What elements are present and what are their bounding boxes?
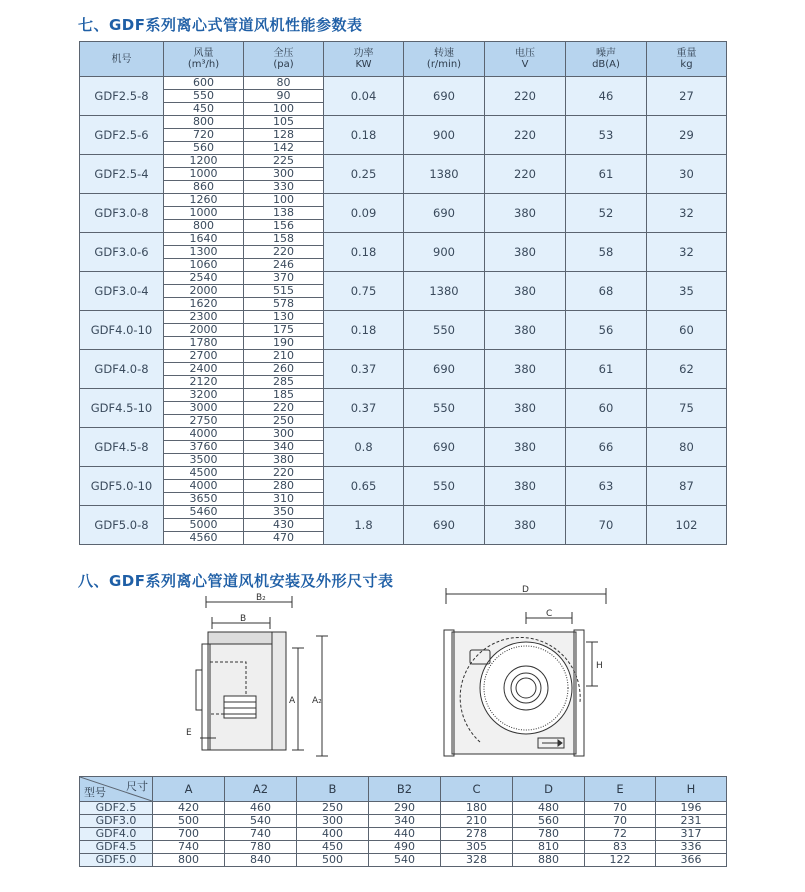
perf-row: [80, 506, 727, 519]
pressure-cell: 300: [244, 168, 324, 181]
dim-value-cell: 460: [225, 802, 297, 815]
perf-header-unit: KW: [355, 59, 372, 70]
dim-value-cell: 700: [153, 828, 225, 841]
voltage-cell: 380: [485, 194, 566, 233]
pressure-cell: 220: [244, 246, 324, 259]
noise-cell: 58: [566, 233, 647, 272]
dim-row: [80, 828, 727, 841]
dim-model-cell: GDF5.0: [80, 854, 153, 867]
pressure-cell: 220: [244, 402, 324, 415]
flow-cell: 2300: [164, 311, 244, 324]
speed-cell: 550: [404, 467, 485, 506]
dim-value-cell: 317: [656, 828, 727, 841]
dim-header-cell: E: [585, 777, 656, 802]
flow-cell: 4500: [164, 467, 244, 480]
pressure-cell: 142: [244, 142, 324, 155]
pressure-cell: 246: [244, 259, 324, 272]
perf-header-label: 噪声: [596, 48, 616, 59]
dim-model-cell: GDF3.0: [80, 815, 153, 828]
perf-row: [80, 77, 727, 90]
power-cell: 0.09: [324, 194, 404, 233]
noise-cell: 68: [566, 272, 647, 311]
dim-value-cell: 328: [441, 854, 513, 867]
perf-row: [80, 194, 727, 207]
pressure-cell: 340: [244, 441, 324, 454]
perf-header-cell: [164, 42, 244, 77]
dim-value-cell: 780: [513, 828, 585, 841]
speed-cell: 900: [404, 116, 485, 155]
pressure-cell: 80: [244, 77, 324, 90]
dim-value-cell: 340: [369, 815, 441, 828]
dim-row: [80, 815, 727, 828]
dim-value-cell: 231: [656, 815, 727, 828]
speed-cell: 550: [404, 311, 485, 350]
perf-row: [80, 428, 727, 441]
perf-header-unit: (r/min): [426, 59, 462, 70]
pressure-cell: 370: [244, 272, 324, 285]
dim-value-cell: 210: [441, 815, 513, 828]
dim-value-cell: 70: [585, 815, 656, 828]
voltage-cell: 380: [485, 467, 566, 506]
performance-body: [80, 77, 727, 545]
weight-cell: 32: [647, 233, 727, 272]
dim-value-cell: 490: [369, 841, 441, 854]
pressure-cell: 130: [244, 311, 324, 324]
voltage-cell: 380: [485, 389, 566, 428]
performance-header-row: [80, 42, 727, 77]
perf-header-label: 机号: [111, 53, 132, 65]
corner-label-model: 型号: [84, 786, 106, 799]
label-d: D: [522, 585, 529, 595]
perf-header-label: 转速: [434, 48, 454, 59]
pressure-cell: 578: [244, 298, 324, 311]
dim-value-cell: 70: [585, 802, 656, 815]
power-cell: 1.8: [324, 506, 404, 545]
voltage-cell: 380: [485, 350, 566, 389]
model-cell: GDF2.5-8: [80, 77, 164, 116]
dim-header-cell: D: [513, 777, 585, 802]
flow-cell: 450: [164, 103, 244, 116]
flow-cell: 3500: [164, 454, 244, 467]
dimension-header-row: [80, 777, 727, 802]
weight-cell: 87: [647, 467, 727, 506]
model-cell: GDF3.0-4: [80, 272, 164, 311]
dim-value-cell: 366: [656, 854, 727, 867]
dim-value-cell: 500: [297, 854, 369, 867]
flow-cell: 4000: [164, 480, 244, 493]
weight-cell: 102: [647, 506, 727, 545]
dim-value-cell: 450: [297, 841, 369, 854]
model-cell: GDF4.5-10: [80, 389, 164, 428]
dim-value-cell: 180: [441, 802, 513, 815]
weight-cell: 60: [647, 311, 727, 350]
model-cell: GDF2.5-4: [80, 155, 164, 194]
voltage-cell: 220: [485, 77, 566, 116]
power-cell: 0.18: [324, 233, 404, 272]
power-cell: 0.75: [324, 272, 404, 311]
dimension-table: [79, 776, 727, 867]
flow-cell: 2000: [164, 324, 244, 337]
speed-cell: 690: [404, 428, 485, 467]
pressure-cell: 330: [244, 181, 324, 194]
voltage-cell: 380: [485, 506, 566, 545]
dim-value-cell: 480: [513, 802, 585, 815]
corner-cell: [80, 777, 153, 802]
noise-cell: 56: [566, 311, 647, 350]
dim-value-cell: 780: [225, 841, 297, 854]
flow-cell: 3000: [164, 402, 244, 415]
flow-cell: 1260: [164, 194, 244, 207]
dim-header-cell: B: [297, 777, 369, 802]
dim-header-cell: A2: [225, 777, 297, 802]
speed-cell: 900: [404, 233, 485, 272]
dim-value-cell: 250: [297, 802, 369, 815]
side-view-drawing: [180, 590, 360, 765]
flow-cell: 1060: [164, 259, 244, 272]
voltage-cell: 380: [485, 233, 566, 272]
dim-row: [80, 854, 727, 867]
perf-header-unit: V: [521, 59, 529, 70]
model-cell: GDF5.0-8: [80, 506, 164, 545]
power-cell: 0.18: [324, 311, 404, 350]
voltage-cell: 220: [485, 116, 566, 155]
noise-cell: 63: [566, 467, 647, 506]
weight-cell: 32: [647, 194, 727, 233]
noise-cell: 60: [566, 389, 647, 428]
dim-value-cell: 300: [297, 815, 369, 828]
pressure-cell: 100: [244, 194, 324, 207]
flow-cell: 2000: [164, 285, 244, 298]
noise-cell: 70: [566, 506, 647, 545]
noise-cell: 53: [566, 116, 647, 155]
voltage-cell: 380: [485, 428, 566, 467]
perf-header-unit: (m³/h): [187, 59, 220, 70]
flow-cell: 720: [164, 129, 244, 142]
flow-cell: 2400: [164, 363, 244, 376]
corner-label-size: 尺寸: [126, 780, 148, 793]
power-cell: 0.37: [324, 389, 404, 428]
flow-cell: 800: [164, 220, 244, 233]
flow-cell: 3650: [164, 493, 244, 506]
pressure-cell: 138: [244, 207, 324, 220]
dim-value-cell: 122: [585, 854, 656, 867]
flow-cell: 1000: [164, 207, 244, 220]
dim-value-cell: 810: [513, 841, 585, 854]
dim-value-cell: 500: [153, 815, 225, 828]
power-cell: 0.25: [324, 155, 404, 194]
pressure-cell: 128: [244, 129, 324, 142]
dim-value-cell: 560: [513, 815, 585, 828]
label-h: H: [596, 661, 603, 671]
perf-header-label: 全压: [273, 48, 294, 59]
flow-cell: 1780: [164, 337, 244, 350]
perf-header-cell: [647, 42, 727, 77]
pressure-cell: 175: [244, 324, 324, 337]
pressure-cell: 350: [244, 506, 324, 519]
pressure-cell: 158: [244, 233, 324, 246]
flow-cell: 2120: [164, 376, 244, 389]
dim-value-cell: 290: [369, 802, 441, 815]
weight-cell: 62: [647, 350, 727, 389]
flow-cell: 2700: [164, 350, 244, 363]
perf-header-label: 电压: [515, 48, 535, 59]
perf-row: [80, 116, 727, 129]
power-cell: 0.37: [324, 350, 404, 389]
section-8-title: 八、GDF系列离心管道风机安装及外形尺寸表: [78, 572, 394, 590]
dim-value-cell: 840: [225, 854, 297, 867]
perf-row: [80, 389, 727, 402]
perf-header-label: 风量: [193, 48, 214, 59]
weight-cell: 75: [647, 389, 727, 428]
weight-cell: 29: [647, 116, 727, 155]
flow-cell: 600: [164, 77, 244, 90]
pressure-cell: 515: [244, 285, 324, 298]
dim-value-cell: 540: [369, 854, 441, 867]
speed-cell: 1380: [404, 272, 485, 311]
flow-cell: 1640: [164, 233, 244, 246]
flow-cell: 1620: [164, 298, 244, 311]
dim-row: [80, 841, 727, 854]
weight-cell: 27: [647, 77, 727, 116]
front-view-drawing: [430, 582, 615, 767]
pressure-cell: 210: [244, 350, 324, 363]
perf-header-cell: [244, 42, 324, 77]
pressure-cell: 225: [244, 155, 324, 168]
dim-value-cell: 740: [225, 828, 297, 841]
dim-header-cell: H: [656, 777, 727, 802]
perf-header-cell: [485, 42, 566, 77]
flow-cell: 4560: [164, 532, 244, 545]
perf-row: [80, 350, 727, 363]
dim-value-cell: 400: [297, 828, 369, 841]
perf-row: [80, 311, 727, 324]
label-e: E: [186, 728, 192, 738]
model-cell: GDF4.5-8: [80, 428, 164, 467]
pressure-cell: 220: [244, 467, 324, 480]
flow-cell: 560: [164, 142, 244, 155]
dim-value-cell: 305: [441, 841, 513, 854]
speed-cell: 690: [404, 506, 485, 545]
power-cell: 0.65: [324, 467, 404, 506]
noise-cell: 52: [566, 194, 647, 233]
dim-value-cell: 540: [225, 815, 297, 828]
flow-cell: 5460: [164, 506, 244, 519]
perf-row: [80, 155, 727, 168]
dim-model-cell: GDF4.5: [80, 841, 153, 854]
model-cell: GDF3.0-8: [80, 194, 164, 233]
dim-value-cell: 800: [153, 854, 225, 867]
pressure-cell: 470: [244, 532, 324, 545]
weight-cell: 35: [647, 272, 727, 311]
dim-value-cell: 196: [656, 802, 727, 815]
flow-cell: 1000: [164, 168, 244, 181]
dimension-body: [80, 802, 727, 867]
speed-cell: 550: [404, 389, 485, 428]
power-cell: 0.8: [324, 428, 404, 467]
dim-value-cell: 278: [441, 828, 513, 841]
flow-cell: 3760: [164, 441, 244, 454]
perf-row: [80, 272, 727, 285]
voltage-cell: 380: [485, 311, 566, 350]
perf-header-cell: [80, 42, 164, 77]
flow-cell: 3200: [164, 389, 244, 402]
pressure-cell: 90: [244, 90, 324, 103]
perf-header-label: 重量: [676, 48, 697, 59]
pressure-cell: 156: [244, 220, 324, 233]
power-cell: 0.18: [324, 116, 404, 155]
perf-header-cell: [566, 42, 647, 77]
speed-cell: 690: [404, 194, 485, 233]
pressure-cell: 380: [244, 454, 324, 467]
flow-cell: 5000: [164, 519, 244, 532]
dim-value-cell: 72: [585, 828, 656, 841]
dim-value-cell: 336: [656, 841, 727, 854]
label-a: A: [289, 696, 296, 706]
weight-cell: 80: [647, 428, 727, 467]
dim-row: [80, 802, 727, 815]
model-cell: GDF3.0-6: [80, 233, 164, 272]
speed-cell: 1380: [404, 155, 485, 194]
dim-header-cell: B2: [369, 777, 441, 802]
label-b2: B₂: [256, 593, 266, 603]
dim-value-cell: 83: [585, 841, 656, 854]
flow-cell: 550: [164, 90, 244, 103]
dim-value-cell: 880: [513, 854, 585, 867]
label-c: C: [546, 609, 553, 619]
voltage-cell: 220: [485, 155, 566, 194]
perf-header-cell: [404, 42, 485, 77]
dim-header-cell: C: [441, 777, 513, 802]
pressure-cell: 285: [244, 376, 324, 389]
flow-cell: 1300: [164, 246, 244, 259]
dim-model-cell: GDF4.0: [80, 828, 153, 841]
flow-cell: 2750: [164, 415, 244, 428]
dim-model-cell: GDF2.5: [80, 802, 153, 815]
flow-cell: 1200: [164, 155, 244, 168]
pressure-cell: 280: [244, 480, 324, 493]
flow-cell: 800: [164, 116, 244, 129]
dim-value-cell: 420: [153, 802, 225, 815]
model-cell: GDF4.0-8: [80, 350, 164, 389]
model-cell: GDF4.0-10: [80, 311, 164, 350]
flow-cell: 2540: [164, 272, 244, 285]
noise-cell: 61: [566, 350, 647, 389]
label-a2: A₂: [312, 696, 322, 706]
flow-cell: 4000: [164, 428, 244, 441]
dim-value-cell: 740: [153, 841, 225, 854]
weight-cell: 30: [647, 155, 727, 194]
perf-header-cell: [324, 42, 404, 77]
pressure-cell: 105: [244, 116, 324, 129]
pressure-cell: 250: [244, 415, 324, 428]
pressure-cell: 100: [244, 103, 324, 116]
model-cell: GDF5.0-10: [80, 467, 164, 506]
flow-cell: 860: [164, 181, 244, 194]
perf-header-unit: kg: [680, 59, 693, 70]
pressure-cell: 300: [244, 428, 324, 441]
perf-header-unit: dB(A): [592, 59, 620, 70]
voltage-cell: 380: [485, 272, 566, 311]
pressure-cell: 185: [244, 389, 324, 402]
noise-cell: 61: [566, 155, 647, 194]
speed-cell: 690: [404, 77, 485, 116]
perf-row: [80, 467, 727, 480]
noise-cell: 66: [566, 428, 647, 467]
section-7-title: 七、GDF系列离心式管道风机性能参数表: [78, 16, 363, 34]
noise-cell: 46: [566, 77, 647, 116]
dim-header-cell: A: [153, 777, 225, 802]
perf-header-label: 功率: [353, 48, 374, 59]
pressure-cell: 310: [244, 493, 324, 506]
dim-value-cell: 440: [369, 828, 441, 841]
perf-row: [80, 233, 727, 246]
pressure-cell: 260: [244, 363, 324, 376]
pressure-cell: 430: [244, 519, 324, 532]
pressure-cell: 190: [244, 337, 324, 350]
performance-table: [79, 41, 727, 545]
power-cell: 0.04: [324, 77, 404, 116]
perf-header-unit: (pa): [273, 59, 294, 70]
speed-cell: 690: [404, 350, 485, 389]
label-b: B: [240, 614, 247, 624]
model-cell: GDF2.5-6: [80, 116, 164, 155]
